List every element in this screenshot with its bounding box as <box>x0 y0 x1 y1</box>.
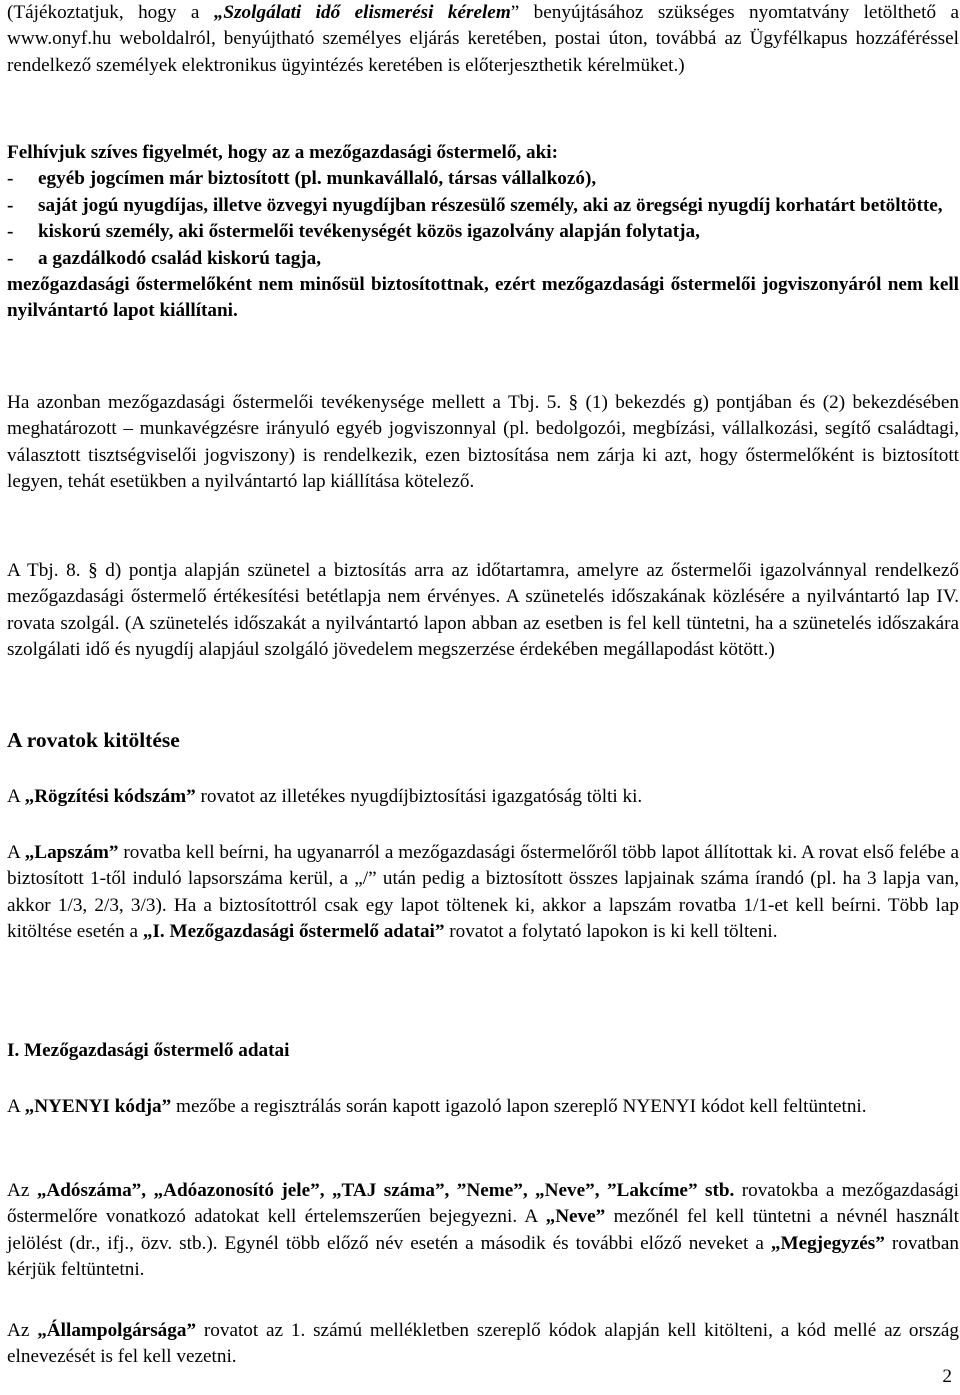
text-span: A <box>7 786 25 807</box>
field-name-section-1: „I. Mezőgazdasági őstermelő adatai” <box>142 921 445 943</box>
notice-list <box>7 166 959 272</box>
notice-conclusion: mezőgazdasági őstermelőként nem minősül biztosítottnak, ezért mezőgazdasági őstermelői jogviszonyáról nem kell nyilvántartó lapot kiállítani. <box>7 274 959 322</box>
text-span: rovatokba a mezőgazdasági őstermelőre vonatkozó adatokat kell értelemszerűen bejegyezni. A <box>7 1180 960 1228</box>
text-span: rovatban kérjük feltüntetni. <box>7 1232 959 1281</box>
field-name-lapszam: „Lapszám” <box>24 842 119 863</box>
section-heading-rovatok: A rovatok kitöltése <box>7 728 180 752</box>
paragraph-additional-employment: Ha azonban mezőgazdasági őstermelői tevékenysége mellett a Tbj. 5. § (1) bekezdés g) pontjában és (2) bekezdésében meghatározott – munkavégzésre irányuló egyéb jogviszonnyal (pl. bedolgozói, megbízási, vállalkozási, segítő családtagi, választott tisztségviselői jogviszony) is rendelkezik, ezen biztosítása nem zárja ki azt, hogy őstermelőként is biztosított legyen, tehát esetükben a nyilvántartó lap kiállítása kötelező. <box>7 392 959 493</box>
notice-item: - saját jogú nyugdíjas, illetve özvegyi nyugdíjban részesülő személy, aki az öregségi nyugdíj korhatárt betöltötte, <box>7 193 959 219</box>
notice-item: - a gazdálkodó család kiskorú tagja, <box>7 246 959 272</box>
paragraph-allampolgarsaga <box>7 1318 959 1371</box>
text-span: A <box>7 1096 25 1117</box>
paragraph-adoszama <box>7 1178 959 1284</box>
field-names-personal: „Adószáma”, „Adóazonosító jele”, „TAJ száma”, ”Neme”, „Neve”, ”Lakcíme” stb. <box>36 1180 735 1201</box>
intro-text-2: ” benyújtásához szükséges nyomtatvány letölthető a www.onyf.hu weboldalról, benyújtható személyes eljárás keretében, postai úton, továbbá az Ügyfélkapus hozzáféréssel rendelkező személyek elektronikus ügyintézés keretében is előterjeszthetik kérelmüket.) <box>7 2 960 76</box>
text-span: rovatba kell beírni, ha ugyanarról a mezőgazdasági őstermelőről több lapot állítottak ki. A rovat első felébe a biztosított 1-től induló lapsorszáma kerül, a „/” után pedig a biztosított összes lapjainak száma írandó (pl. ha 3 lapja van, akkor 1/3, 2/3, 3/3). Ha a biztosítottról csak egy lapot töltenek ki, akkor a lapszám rovatba 1/1-et kell beírni. Több lap kitöltése esetén a <box>7 842 959 943</box>
field-name-megjegyzes: „Megjegyzés” <box>770 1232 885 1254</box>
notice-item: - egyéb jogcímen már biztosított (pl. munkavállaló, társas vállalkozó), <box>7 166 959 192</box>
section-heading-1: I. Mezőgazdasági őstermelő adatai <box>7 1040 290 1061</box>
paragraph-rogzitesi-kodszam <box>7 784 959 810</box>
text-span: mezőnél fel kell tüntetni a névnél használt jelölést (dr., ifj., özv. stb.). Egynél több előző név esetén a második és további előző neveket a <box>7 1206 959 1254</box>
text-span: A <box>7 842 25 863</box>
text-span: Az <box>7 1180 37 1201</box>
text-span: mezőbe a regisztrálás során kapott igazoló lapon szereplő NYENYI kódot kell feltüntetni. <box>171 1096 867 1117</box>
paragraph-lapszam <box>7 840 959 946</box>
notice-lead: Felhívjuk szíves figyelmét, hogy az a mezőgazdasági őstermelő, aki: <box>7 142 559 163</box>
paragraph-nyenyi <box>7 1094 959 1120</box>
text-span: Az <box>7 1320 38 1341</box>
field-name-nyenyi: „NYENYI kódja” <box>24 1096 172 1117</box>
text-span: rovatot a folytató lapokon is ki kell tölteni. <box>444 921 778 943</box>
paragraph-suspension: A Tbj. 8. § d) pontja alapján szünetel a biztosítás arra az időtartamra, amelyre az őstermelői igazolvánnyal rendelkező mezőgazdasági őstermelő értékesítési betétlapja nem érvényes. A szünetelés időszakának közlésére a nyilvántartó lap IV. rovata szolgál. (A szünetelés időszakát a nyilvántartó lapon abban az esetben is fel kell tüntetni, ha a szünetelés időszakára szolgálati idő és nyugdíj alapjául szolgáló jövedelem megszerzése érdekében megállapodást kötött.) <box>7 560 959 661</box>
text-span: rovatot az illetékes nyugdíjbiztosítási igazgatóság tölti ki. <box>195 786 643 807</box>
field-name-neve: „Neve” <box>545 1206 606 1228</box>
page-number: 2 <box>942 1366 952 1387</box>
text-span: rovatot az 1. számú mellékletben szereplő kódok alapján kell kitölteni, a kód mellé az ország elnevezését is fel kell vezetni. <box>7 1320 960 1368</box>
field-name-allampolgarsaga: „Állampolgársága” <box>37 1320 197 1341</box>
notice-item: - kiskorú személy, aki őstermelői tevékenységét közös igazolvány alapján folytatja, <box>7 219 959 245</box>
notice-block <box>7 140 959 325</box>
form-title-quote: „Szolgálati idő elismerési kérelem <box>213 2 511 23</box>
intro-paragraph <box>7 0 959 79</box>
field-name-rogzitesi-kodszam: „Rögzítési kódszám” <box>24 786 196 807</box>
intro-text-1: (Tájékoztatjuk, hogy a <box>7 2 214 23</box>
